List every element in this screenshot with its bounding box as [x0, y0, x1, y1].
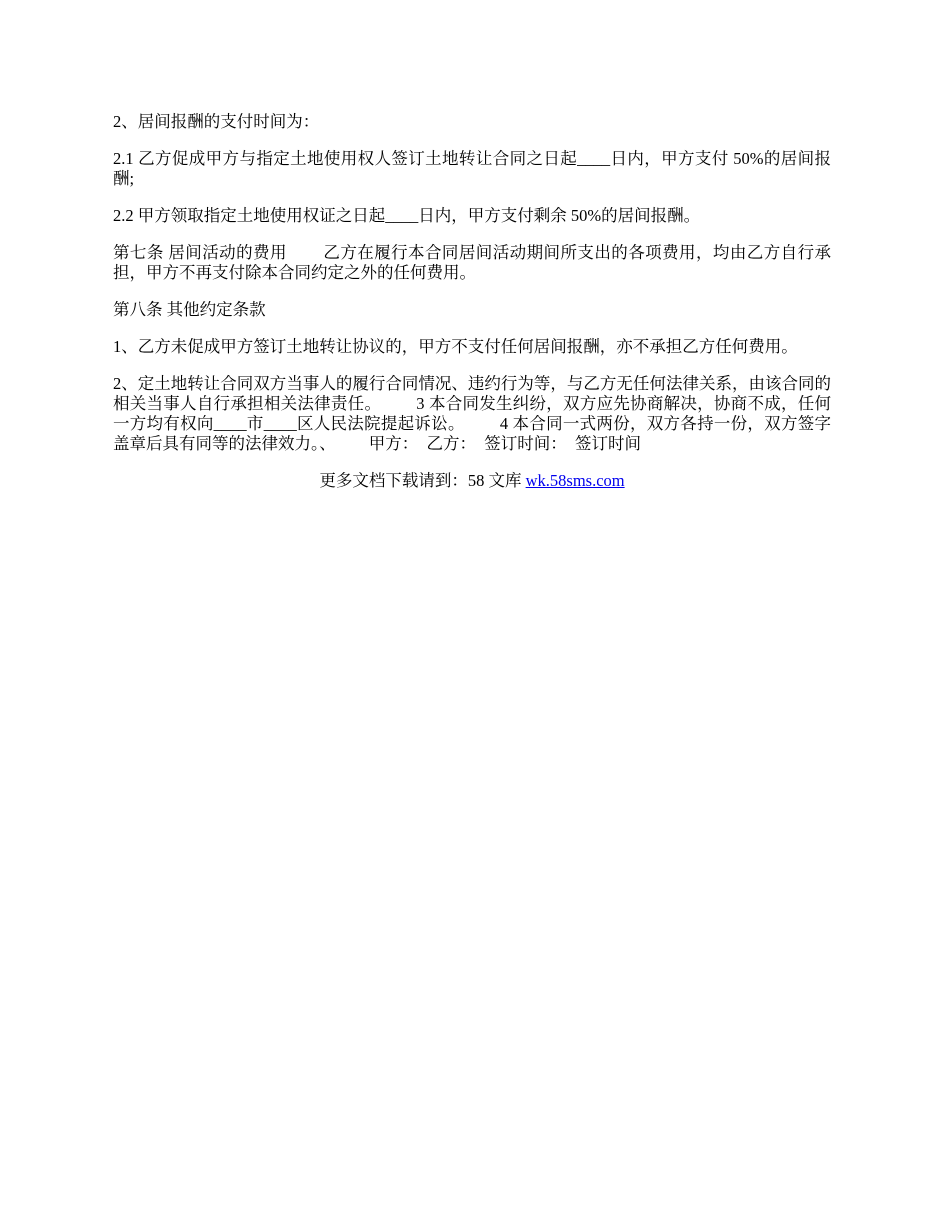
download-footer	[113, 471, 831, 491]
payment-time-heading: 2、居间报酬的支付时间为：	[113, 112, 320, 131]
clause-2-2: 2.2 甲方领取指定土地使用权证之日起____日内，甲方支付剩余 50%的居间报酬。	[113, 206, 701, 225]
footer-text: 更多文档下载请到：58 文库	[319, 471, 526, 490]
article-8-clause-1: 1、乙方未促成甲方签订土地转让协议的，甲方不支付任何居间报酬，亦不承担乙方任何费用。	[113, 337, 798, 356]
document-page	[113, 112, 831, 491]
article-7-expenses: 第七条 居间活动的费用 乙方在履行本合同居间活动期间所支出的各项费用，均由乙方自行承担，甲方不再支付除本合同约定之外的任何费用。	[113, 243, 831, 282]
article-8-heading: 第八条 其他约定条款	[113, 300, 266, 319]
footer-link[interactable]: wk.58sms.com	[525, 471, 625, 490]
clause-2-1: 2.1 乙方促成甲方与指定土地使用权人签订土地转让合同之日起____日内，甲方支付 50%的居间报酬;	[113, 149, 831, 188]
article-8-clause-2-and-signatures: 2、定土地转让合同双方当事人的履行合同情况、违约行为等，与乙方无任何法律关系，由该合同的相关当事人自行承担相关法律责任。 3 本合同发生纠纷，双方应先协商解决，协商不成，任何一方均有权向____市____区人民法院提起诉讼。 4 本合同一式两份，双方各持一份，双方签字盖章后具有同等的法律效力。、 甲方： 乙方： 签订时间： 签订时间	[113, 374, 831, 453]
